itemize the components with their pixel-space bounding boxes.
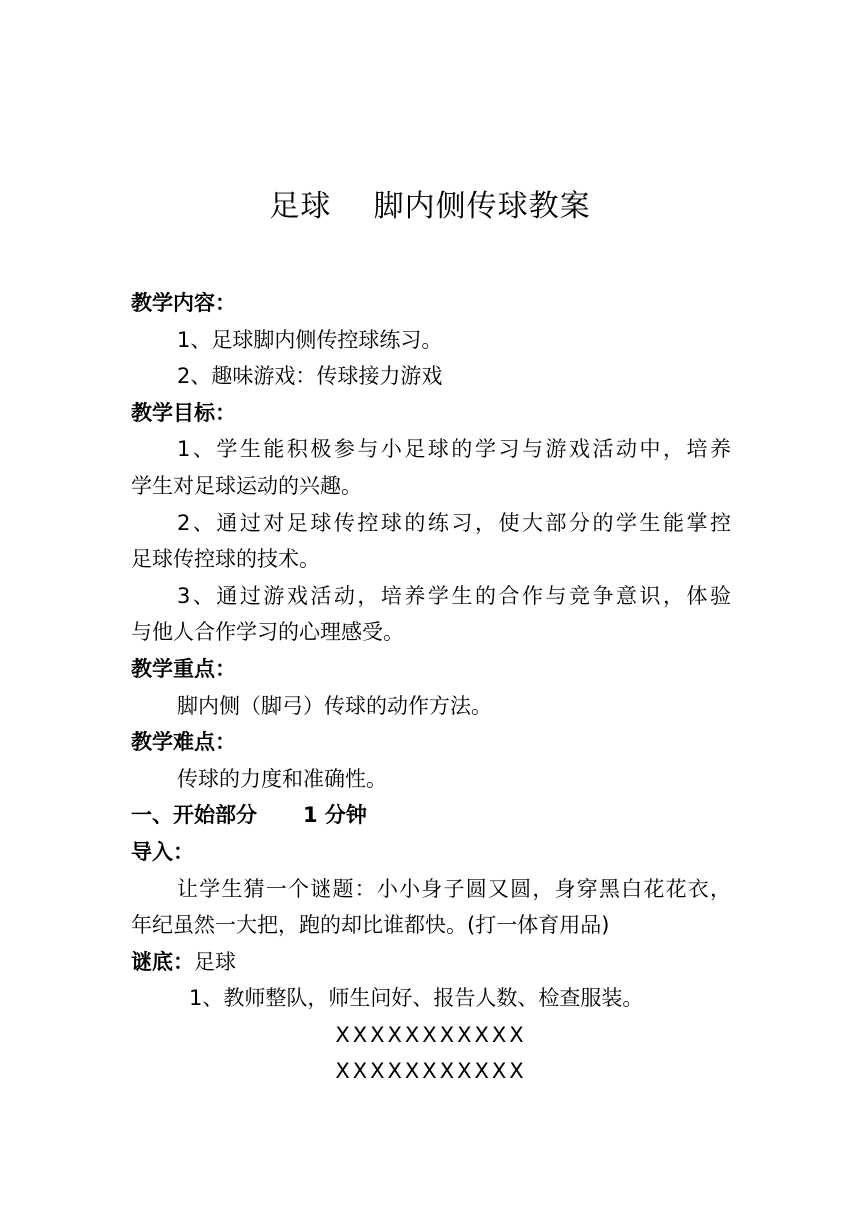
difficulty-text: 传球的力度和准确性。 — [177, 766, 387, 791]
riddle-answer-label: 谜底： — [131, 949, 194, 974]
goal-3-line-1: 3、通过游戏活动，培养学生的合作与竞争意识，体验 — [177, 583, 731, 608]
goal-3-line-2: 与他人合作学习的心理感受。 — [131, 620, 404, 645]
content-item-1: 1、足球脚内侧传控球练习。 — [177, 327, 443, 352]
heading-key-point: 教学重点： — [131, 656, 236, 681]
content-item-2: 2、趣味游戏：传球接力游戏 — [177, 364, 443, 389]
step-1-text: 1、教师整队，师生问好、报告人数、检查服装。 — [189, 986, 644, 1011]
document-body — [131, 285, 731, 1090]
intro-line-1: 让学生猜一个谜题：小小身子圆又圆，身穿黑白花花衣， — [177, 876, 731, 901]
heading-teaching-content: 教学内容： — [131, 291, 236, 315]
section-1-heading — [131, 797, 731, 834]
goal-2-line-2: 足球传控球的技术。 — [131, 547, 320, 572]
key-point-text: 脚内侧（脚弓）传球的动作方法。 — [177, 693, 492, 718]
intro-line-2: 年纪虽然一大把，跑的却比谁都快。(打一体育用品) — [131, 913, 610, 938]
heading-difficulty: 教学难点： — [131, 730, 236, 755]
riddle-answer — [131, 944, 731, 981]
goal-2-line-1: 2、通过对足球传控球的练习，使大部分的学生能掌控 — [177, 510, 731, 535]
goal-1-line-2: 学生对足球运动的兴趣。 — [131, 473, 362, 498]
formation-row-1: XXXXXXXXXXX — [335, 1022, 527, 1047]
document-title: 足球 脚内侧传球教案 — [269, 189, 591, 224]
section-1-label: 一、开始部分 — [131, 803, 257, 828]
formation-row-2: XXXXXXXXXXX — [335, 1059, 527, 1084]
heading-intro: 导入： — [131, 839, 194, 864]
section-1-time: 1 分钟 — [303, 803, 367, 828]
goal-1-line-1: 1、学生能积极参与小足球的学习与游戏活动中，培养 — [177, 437, 731, 462]
riddle-answer-value: 足球 — [194, 949, 236, 974]
heading-teaching-goals: 教学目标： — [131, 400, 236, 425]
